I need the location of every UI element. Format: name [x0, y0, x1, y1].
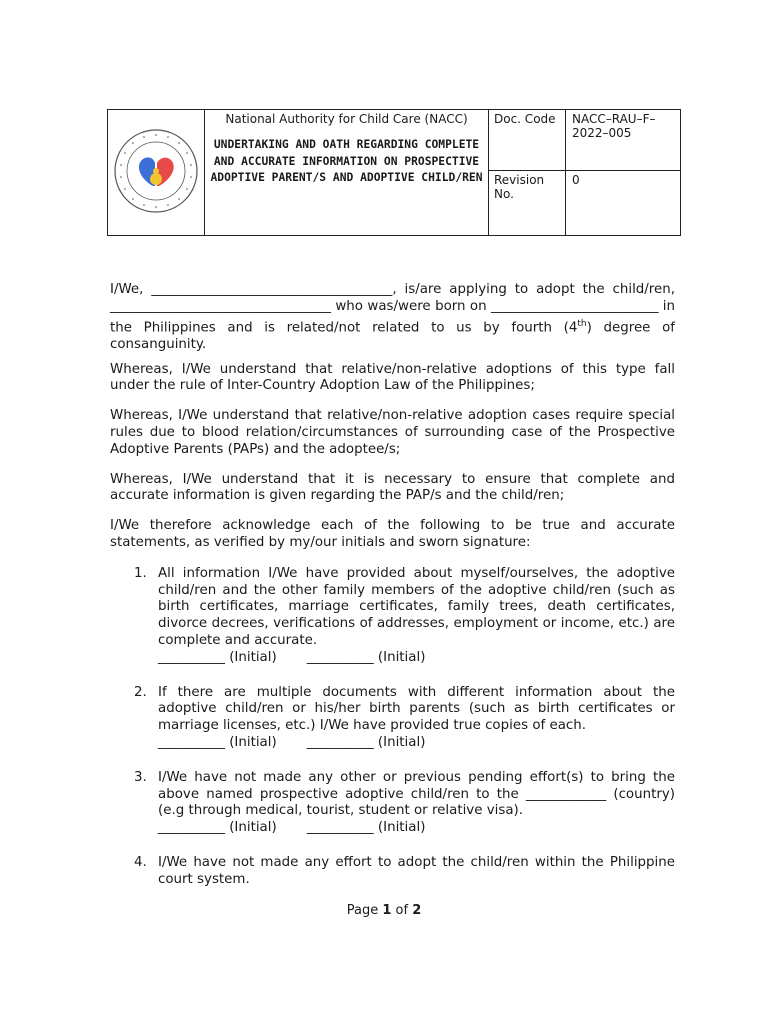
birth-date-blank[interactable]: _________________________	[491, 298, 659, 314]
applicant-name-blank[interactable]: ____________________________________	[151, 282, 393, 297]
initial-field[interactable]: __________ (Initial)	[158, 735, 277, 750]
page-total: 2	[412, 903, 422, 918]
whereas-paragraph-3: Whereas, I/We understand that it is necessary to ensure that complete and accurate information is given regarding the PAP/s and the child/ren;	[110, 471, 675, 504]
ordinal-suffix: th	[577, 318, 587, 329]
header-table	[107, 109, 681, 236]
child-name-blank[interactable]: _________________________________	[110, 298, 331, 314]
intro-text-d: in the Philippines and is related/not related to us by fourth (4	[110, 298, 675, 336]
whereas-paragraph-1: Whereas, I/We understand that relative/non-relative adoptions of this type fall under the rule of Inter-Country Adoption Law of the Philippines;	[110, 361, 675, 394]
intro-text-c: who was/were born on	[330, 298, 491, 314]
initial-field[interactable]: __________ (Initial)	[306, 735, 426, 750]
intro-text-a: I/We,	[110, 282, 152, 297]
item-text: If there are multiple documents with different information about the adoptive child/ren or his/her birth parents (such as birth certificates or marriage licenses, etc.) I/We have provided true copies of each.	[158, 684, 675, 734]
of-word: of	[391, 903, 413, 918]
initial-field[interactable]: __________ (Initial)	[306, 649, 426, 665]
initial-field[interactable]: __________ (Initial)	[306, 820, 426, 836]
statement-list	[110, 566, 675, 889]
whereas-paragraph-2: Whereas, I/We understand that relative/non-relative adoption cases require special rules due to blood relation/circumstances of surrounding case of the Prospective Adoptive Parents (PAPs) and the adoptee/s;	[110, 408, 675, 457]
list-item	[110, 566, 675, 667]
revision-label: Revision No.	[489, 171, 566, 236]
organization-name: National Authority for Child Care (NACC)	[225, 112, 468, 126]
intro-paragraph	[110, 282, 675, 354]
document-title: UNDERTAKING AND OATH REGARDING COMPLETE AND ACCURATE INFORMATION ON PROSPECTIVE ADOPTIVE PARENT/S AND ADOPTIVE CHILD/REN	[210, 138, 483, 184]
intro-text-e: ) degree of consanguinity.	[110, 320, 675, 352]
acknowledge-paragraph: I/We therefore acknowledge each of the following to be true and accurate statements, as verified by my/our initials and sworn signature:	[110, 518, 675, 551]
list-item	[110, 685, 675, 752]
page-footer	[0, 903, 768, 918]
nacc-seal-icon	[113, 128, 199, 214]
seal-cell	[108, 110, 205, 236]
item-number: 2.	[134, 684, 147, 700]
initial-field[interactable]: __________ (Initial)	[158, 649, 277, 665]
list-item	[110, 855, 675, 889]
item-number: 4.	[134, 854, 147, 870]
initials-row	[158, 735, 675, 752]
item-text: I/We have not made any effort to adopt the child/ren within the Philippine court system.	[158, 854, 675, 887]
document-body	[110, 282, 675, 907]
intro-text-b: , is/are applying to adopt the child/ren,	[392, 282, 675, 297]
page-number: 1	[382, 903, 392, 918]
doc-code-label: Doc. Code	[489, 110, 566, 171]
item-number: 3.	[134, 769, 147, 785]
title-cell	[205, 110, 489, 236]
item-text: I/We have not made any other or previous pending effort(s) to bring the above named prospective adoptive child/ren to the ____________ (country) (e.g through medical, tourist, student or relative visa).	[158, 769, 675, 819]
item-text: All information I/We have provided about myself/ourselves, the adoptive child/ren and the other family members of the adoptive child/ren (such as birth certificates, marriage certificates, family trees, death certificates, divorce decrees, verifications of addresses, employment or income, etc.) are complete and accurate.	[158, 565, 675, 649]
initials-row	[158, 650, 675, 667]
list-item	[110, 770, 675, 837]
doc-code-value: NACC–RAU–F–2022–005	[566, 110, 681, 171]
revision-value: 0	[566, 171, 681, 236]
page-word: Page	[346, 903, 383, 918]
initials-row	[158, 820, 675, 837]
initial-field[interactable]: __________ (Initial)	[158, 820, 277, 836]
item-number: 1.	[134, 565, 147, 581]
